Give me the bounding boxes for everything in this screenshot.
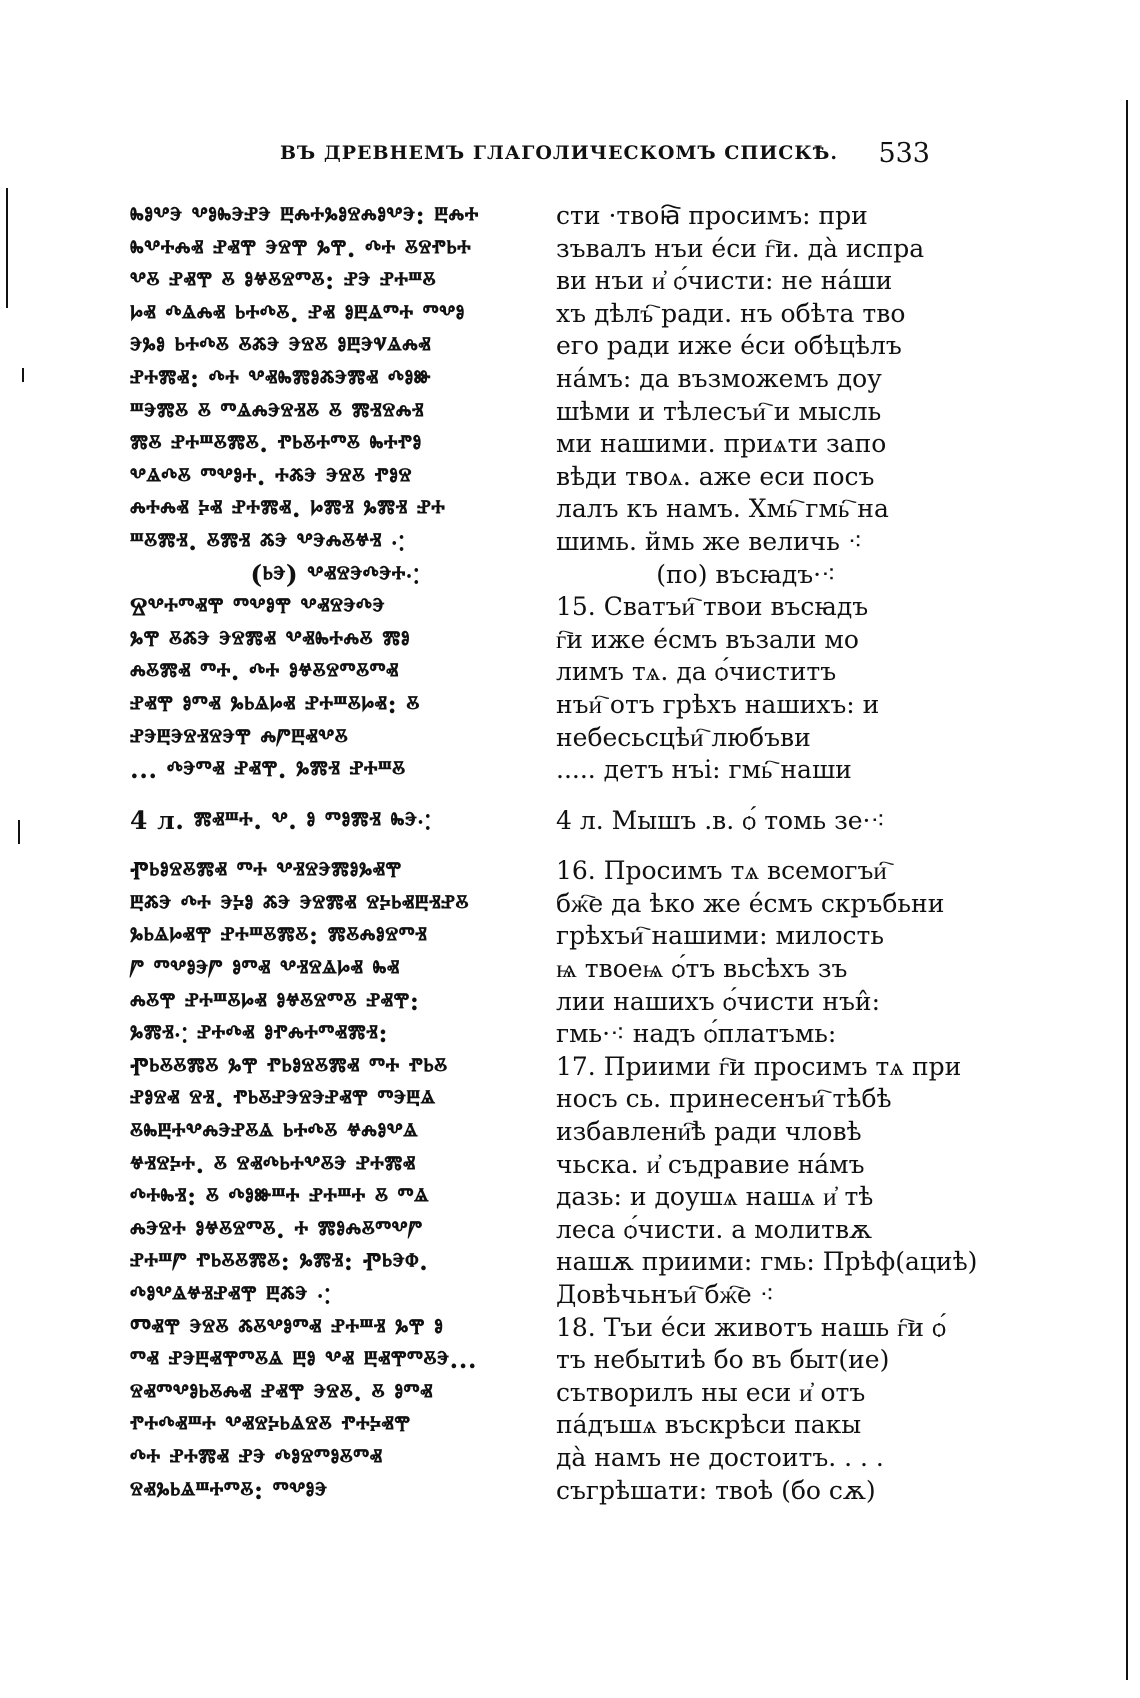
glagolitic-line: ⰴⰰⰸⱐ: ⰻ ⰴⱁⱆⱎⰰ ⱀⰰⱎⰰ ⰻ ⱅⱑ <box>130 1182 429 1212</box>
cyrillic-line: носъ сь. принесенъи҇ тѣбѣ <box>556 1084 892 1114</box>
cyrillic-line: г҇и иже е́смъ възали мо <box>556 624 859 654</box>
section-gap <box>556 787 936 805</box>
glagolitic-line: ⰲⰻ ⱀⱏⰹ ⰻ ⱁⱍⰻⱄⱅⰻ: ⱀⰵ ⱀⰰⱎⰻ <box>130 266 437 296</box>
margin-mark <box>22 368 24 382</box>
glagolitic-block-3 <box>130 855 540 1507</box>
glagolitic-line: ⰿⰻ ⱀⰰⱎⰻⰿⰻ. ⱂⱃⰻⰰⱅⰻ ⰸⰰⱂⱁ <box>130 429 422 459</box>
glagolitic-line: ⰸⰲⰰⰾⱏ ⱀⱏⰹ ⰵⱄⰹ ⰳⰹ. ⰴⰰ ⰻⱄⱂⱃⰰ <box>130 233 472 263</box>
cyrillic-line: 15. Сватъи҇ твои въсꙗдъ <box>556 592 869 622</box>
glagolitic-line: ⰳⰹ ⰻⰶⰵ ⰵⱄⰿⱏ ⰲⱏⰸⰰⰾⰻ ⰿⱁ <box>130 624 411 654</box>
glagolitic-line: ⱄⱏⱅⰲⱁⱃⰻⰾⱏ ⱀⱏⰹ ⰵⱄⰻ. ⰻ ⱁⱅⱏ <box>130 1377 433 1407</box>
glagolitic-line: ⰾⰻⰿⱏ ⱅⰰ. ⰴⰰ ⱁⱍⰻⱄⱅⰻⱅⱏ <box>130 657 399 687</box>
cyrillic-line: чьска. и҆ съдравие на́мъ <box>556 1149 865 1179</box>
cyrillic-line: леса ѻ́чисти. а молитвѫ <box>556 1214 873 1244</box>
cyrillic-line: зъвалъ нъи е́си г҇и. да̀ испра <box>556 233 925 263</box>
cyrillic-line: гмь·⁖ надъ ѻ́платъмь: <box>556 1019 837 1049</box>
glagolitic-line: ⱅⱏ ⱀⰵⰱⱏⰹⱅⰻⱑ ⰱⱁ ⰲⱏ ⰱⱏⰹⱅⰻⰵ... <box>130 1345 478 1375</box>
cyrillic-line: ми нашими. приѧти запо <box>556 429 887 459</box>
glagolitic-column <box>130 200 540 1507</box>
glagolitic-line: ⱎⰻⰿⱐ. ⰻⰿⱐ ⰶⰵ ⰲⰵⰾⰻⱍⱐ ⁖ <box>130 526 405 556</box>
glagolitic-line: Ⱂⱃⰻⰻⰿⰻ ⰳⰹ ⱂⱃⱁⱄⰻⰿⱏ ⱅⰰ ⱂⱃⰻ <box>130 1051 448 1081</box>
margin-mark <box>1126 100 1128 1680</box>
glagolitic-line: ⱈⱏ ⰴⱑⰾⱏ ⱃⰰⰴⰻ. ⱀⱏ ⱁⰱⱑⱅⰰ ⱅⰲⱁ <box>130 298 465 328</box>
cyrillic-line: съгрѣшати: твоѣ (бо сѫ) <box>556 1475 876 1505</box>
glagolitic-line: ⰾⰵⱄⰰ ⱁⱍⰻⱄⱅⰻ. ⰰ ⰿⱁⰾⰻⱅⰲⱓ <box>130 1214 423 1244</box>
glagolitic-line: Ⱂⱃⱁⱄⰻⰿⱏ ⱅⰰ ⰲⱐⱄⰵⰿⱁⰳⱏⰹ <box>130 856 402 886</box>
glagolitic-line: ⰱⰶⰵ ⰴⰰ ⰵⰽⱁ ⰶⰵ ⰵⱄⰿⱏ ⱄⰽⱃⱏⰱⱐⱀⰻ <box>130 888 469 918</box>
glagolitic-block-1 <box>130 200 540 559</box>
cyrillic-line: ви нъи и҆ ѻ́чисти: не на́ши <box>556 266 893 296</box>
cyrillic-line: ..... детъ нъі: гмь҇ наши <box>556 755 852 785</box>
glagolitic-line: ⱀⰵⰱⰵⱄⱐⱄⰵⰹ ⰾⱓⰱⱏⰲⰻ <box>130 722 349 752</box>
glagolitic-line: ⰳⰿⱐ⁖ ⱀⰰⰴⱏ ⱁⱂⰾⰰⱅⱏⰿⱐ: <box>130 1019 389 1049</box>
glagolitic-line: ⱀⰰⰿⱏ: ⰴⰰ ⰲⱏⰸⰿⱁⰶⰵⰿⱏ ⰴⱁⱆ <box>130 363 432 393</box>
cyrillic-line: тъ небытиѣ бо въ быт(ие) <box>556 1345 890 1375</box>
cyrillic-line: его ради иже е́си обѣцѣлъ <box>556 331 902 361</box>
glagolitic-heading-2: 4 л. ⰿⱏⱎⰰ. ⰲ. ⱁ ⱅⱁⰿⱐ ⰸⰵ⁖ <box>130 805 432 835</box>
glagolitic-line: ⰸⱁⰲⰵ ⰲⱁⰸⰵⱀⰵ ⰱⰾⰰⰳⱁⱄⰾⱁⰲⰵ: ⰱⰾⰰ <box>130 201 479 230</box>
cyrillic-line: лимъ тѧ. да ѻ́чиститъ <box>556 657 837 687</box>
cyrillic-line: дазь: и доушѧ нашѧ и҆ тѣ <box>556 1182 874 1212</box>
cyrillic-line: хъ дѣлъ҇ ради. нъ обѣта тво <box>556 298 906 328</box>
section-gap <box>556 837 936 855</box>
glagolitic-line: ⱀⱏⰹ ⱁⱅⱏ ⰳⱃⱑⱈⱏ ⱀⰰⱎⰻⱈⱏ: ⰻ <box>130 689 420 719</box>
cyrillic-line: шимь. ймь же величь ⁖ <box>556 526 863 556</box>
running-title: ВЪ ДРЕВНЕМЪ ГЛАГОЛИЧЕСКОМЪ СПИСКѢ. <box>280 142 839 164</box>
glagolitic-line: ⱀⰰⱎⱓ ⱂⱃⰻⰻⰿⰻ: ⰳⰿⱐ: Ⱂⱃⰵⱇ. <box>130 1247 429 1277</box>
glagolitic-line: ⱍⱐⱄⰽⰰ. ⰻ ⱄⱏⰴⱃⰰⰲⰻⰵ ⱀⰰⰿⱏ <box>130 1149 416 1179</box>
glagolitic-heading-1: (ⱃⰵ) ⰲⱏⱄⰵⰴⰵⰰ⁖ <box>250 559 420 589</box>
glagolitic-line: ⰻⰸⰱⰰⰲⰾⰵⱀⰻⱑ ⱃⰰⰴⰻ ⱍⰾⱁⰲⱑ <box>130 1117 419 1147</box>
margin-mark <box>18 820 20 844</box>
cyrillic-line: 18. Тъи е́си животъ нашь г҇и ѻ́ <box>556 1312 947 1342</box>
glagolitic-line: ⱎⰵⰿⰻ ⰻ ⱅⱑⰾⰵⱄⱐⰻ ⰻ ⰿⱐⱄⰾⱐ <box>130 396 425 426</box>
cyrillic-block-1 <box>556 200 936 559</box>
cyrillic-heading-2: 4 л. Мышъ .в. ѻ́ томь зе·⁖ <box>556 805 886 835</box>
cyrillic-block-3 <box>556 855 978 1507</box>
cyrillic-line: лалъ къ намъ. Хмь҇ гмь҇ на <box>556 494 889 524</box>
section-gap <box>130 837 540 855</box>
glagolitic-line: ⰾⰻⰹ ⱀⰰⱎⰻⱈⱏ ⱁⱍⰻⱄⱅⰻ ⱀⱏⰹ: <box>130 986 420 1016</box>
glagolitic-line: ⰴⱁⰲⱑⱍⱐⱀⱏⰹ ⰱⰶⰵ ⁖ <box>130 1280 331 1309</box>
cyrillic-line: па́дъшѧ въскрѣси пакы <box>556 1410 862 1440</box>
cyrillic-line: сътворилъ ны еси и҆ отъ <box>556 1377 866 1407</box>
cyrillic-line: нъи҇ отъ грѣхъ нашихъ: и <box>556 689 880 719</box>
cyrillic-line: шѣми и тѣлесъи҇ и мысль <box>556 396 882 426</box>
cyrillic-heading-1: (по) въсꙗдъ·⁖ <box>656 559 836 589</box>
cyrillic-line: грѣхъи҇ нашими: милость <box>556 921 884 951</box>
glagolitic-line: ... ⰴⰵⱅⱏ ⱀⱏⰹ. ⰳⰿⱐ ⱀⰰⱎⰻ <box>130 755 406 785</box>
cyrillic-line: избавлени҇ѣ ради чловѣ <box>556 1117 862 1147</box>
cyrillic-block-2 <box>556 591 936 787</box>
cyrillic-line: ѩ твоеѩ ѻ́тъ вьсѣхъ зъ <box>556 954 848 984</box>
glagolitic-line: ⰵⰳⱁ ⱃⰰⰴⰻ ⰻⰶⰵ ⰵⱄⰻ ⱁⰱⰵⱌⱑⰾⱏ <box>130 331 432 361</box>
cyrillic-line: лии нашихъ ѻ́чисти нъи̂: <box>556 986 881 1016</box>
cyrillic-line: бж҇е да ѣко же е́смъ скръбьни <box>556 888 945 918</box>
cyrillic-line: вѣди твоѧ. аже еси посъ <box>556 461 875 491</box>
margin-mark <box>6 188 8 308</box>
glagolitic-line: Ⱅⱏⰹ ⰵⱄⰻ ⰶⰻⰲⱁⱅⱏ ⱀⰰⱎⱐ ⰳⰹ ⱁ <box>130 1312 444 1342</box>
cyrillic-line: Довѣчьнъи҇ бж҇е ⁖ <box>556 1280 775 1309</box>
page-number: 533 <box>878 138 930 169</box>
glagolitic-line: ⱀⱁⱄⱏ ⱄⱐ. ⱂⱃⰻⱀⰵⱄⰵⱀⱏⰹ ⱅⰵⰱⱑ <box>130 1084 436 1114</box>
glagolitic-line: ⰴⰰ ⱀⰰⰿⱏ ⱀⰵ ⰴⱁⱄⱅⱁⰻⱅⱏ <box>130 1442 383 1472</box>
glagolitic-line: ⱂⰰⰴⱏⱎⰰ ⰲⱏⱄⰽⱃⱑⱄⰻ ⱂⰰⰽⱏⰹ <box>130 1410 411 1440</box>
cyrillic-line: 17. Приими г҇и просимъ тѧ при <box>556 1051 962 1081</box>
cyrillic-line: на́мъ: да възможемъ доу <box>556 363 882 393</box>
cyrillic-line: сти ·твоꙗ҇ просимъ: при <box>556 201 868 230</box>
page-header <box>140 138 930 178</box>
cyrillic-column <box>556 200 978 1507</box>
cyrillic-line: да̀ намъ не достоитъ. . . . <box>556 1442 884 1472</box>
cyrillic-line: нашѫ приими: гмь: Прѣф(ациѣ) <box>556 1247 978 1277</box>
cyrillic-line: небесьсцѣи҇ любъви <box>556 722 811 752</box>
glagolitic-line: ⰲⱑⰴⰻ ⱅⰲⱁⰰ. ⰰⰶⰵ ⰵⱄⰻ ⱂⱁⱄ <box>130 461 412 491</box>
glagolitic-block-2 <box>130 591 540 787</box>
glagolitic-line: ⰾⰰⰾⱏ ⰽⱏ ⱀⰰⰿⱏ. ⱈⰿⱐ ⰳⰿⱐ ⱀⰰ <box>130 494 446 524</box>
glagolitic-line: Ⱄⰲⰰⱅⱏⰹ ⱅⰲⱁⰹ ⰲⱏⱄⰵⰴⰵ <box>130 592 385 622</box>
cyrillic-line: 16. Просимъ тѧ всемогъи҇ <box>556 856 887 886</box>
section-gap <box>130 787 540 805</box>
glagolitic-line: ⱄⱏⰳⱃⱑⱎⰰⱅⰻ: ⱅⰲⱁⰵ <box>130 1475 328 1505</box>
glagolitic-line: ⰳⱃⱑⱈⱏⰹ ⱀⰰⱎⰻⰿⰻ: ⰿⰻⰾⱁⱄⱅⱐ <box>130 921 428 951</box>
glagolitic-line: ⱓ ⱅⰲⱁⰵⱓ ⱁⱅⱏ ⰲⱐⱄⱑⱈⱏ ⰸⱏ <box>130 954 400 984</box>
